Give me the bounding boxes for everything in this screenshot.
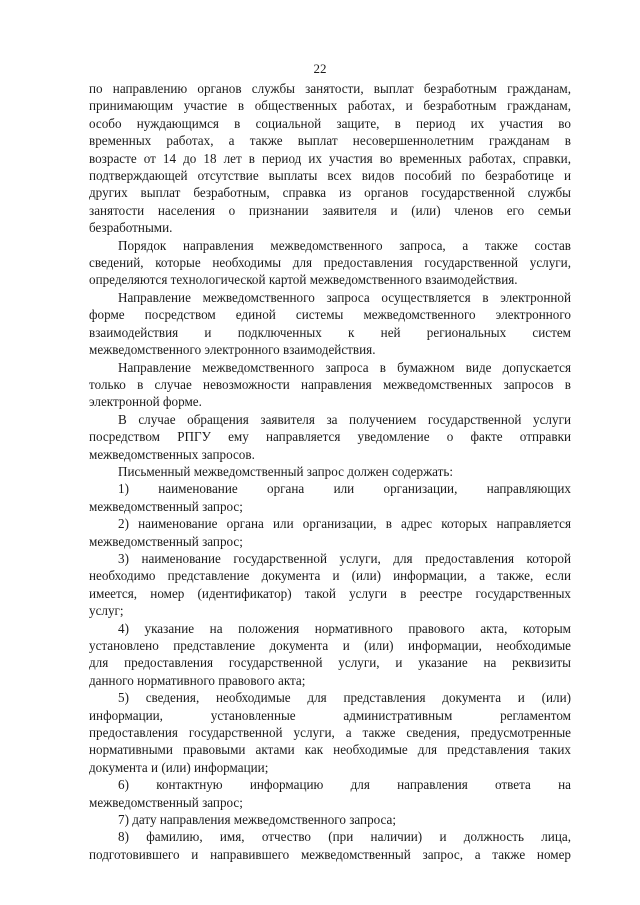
text-line: определяются технологической картой межведомственного взаимодействия. xyxy=(89,272,518,288)
paragraph xyxy=(89,515,571,550)
paragraph xyxy=(89,359,571,411)
paragraph xyxy=(89,237,571,289)
text-line: имеется, номер (идентификатор) такой услуги в реестре государственных xyxy=(89,585,571,601)
text-line: сведений, которые необходимы для предоставления государственной услуги, xyxy=(89,255,571,271)
text-line: 7) дату направления межведомственного запроса; xyxy=(118,812,397,828)
text-line: данного нормативного правового акта; xyxy=(89,672,306,688)
text-line: Письменный межведомственный запрос должен содержать: xyxy=(118,463,454,479)
paragraph xyxy=(89,80,571,237)
text-line: межведомственный запрос; xyxy=(89,794,243,810)
text-line: принимающим участие в общественных работах, и безработным гражданам, xyxy=(89,98,571,114)
text-line: В случае обращения заявителя за получением государственной услуги xyxy=(118,411,571,427)
text-line: предоставления государственной услуги, а также сведения, предусмотренные xyxy=(89,725,571,741)
paragraph xyxy=(89,776,571,811)
text-line: межведомственный запрос; xyxy=(89,498,243,514)
text-line: безработными. xyxy=(89,220,173,236)
text-line: межведомственного электронного взаимодействия. xyxy=(89,342,376,358)
paragraph xyxy=(89,480,571,515)
text-line: установлено представление документа и (или) информации, необходимые xyxy=(89,638,571,653)
text-line: Направление межведомственного запроса осуществляется в электронной xyxy=(118,289,571,305)
text-line: возрасте от 14 до 18 лет в период их участия во временных работах, справки, xyxy=(89,150,571,166)
paragraph xyxy=(89,463,571,480)
text-line: услуг; xyxy=(89,603,124,619)
text-line: 4) указание на положения нормативного правового акта, которым xyxy=(118,620,571,636)
text-line: других выплат безработным, справка из органов государственной службы xyxy=(89,185,571,201)
text-line: временных работах, а также выплат несовершеннолетним гражданам в xyxy=(89,133,571,149)
text-line: 6) контактную информацию для направления ответа на xyxy=(118,777,571,793)
text-line: электронной форме. xyxy=(89,394,202,410)
text-line: по направлению органов службы занятости, выплат безработным гражданам, xyxy=(89,81,571,96)
text-line: только в случае невозможности направления межведомственных запросов в xyxy=(89,376,571,392)
page-number: 22 xyxy=(313,61,327,76)
paragraph xyxy=(89,411,571,463)
text-line: подтверждающей отсутствие выплаты всех видов пособий по безработице и xyxy=(89,168,571,184)
text-line: 8) фамилию, имя, отчество (при наличии) и должность лица, xyxy=(118,829,571,845)
text-line: 2) наименование органа или организации, в адрес которых направляется xyxy=(118,516,571,532)
text-line: посредством РПГУ ему направляется уведомление о факте отправки xyxy=(89,429,571,445)
paragraph xyxy=(89,289,571,359)
text-line: необходимо представление документа и (или) информации, а также, если xyxy=(89,568,571,584)
text-line: занятости населения о признании заявителя и (или) членов его семьи xyxy=(89,202,571,218)
text-line: 5) сведения, необходимые для представления документа и (или) xyxy=(118,690,571,706)
text-line: особо нуждающимся в социальной защите, в период их участия во xyxy=(89,115,571,131)
paragraph xyxy=(89,811,571,828)
paragraph xyxy=(89,620,571,690)
text-line: 3) наименование государственной услуги, для предоставления которой xyxy=(118,550,571,566)
text-line: 1) наименование органа или организации, направляющих xyxy=(118,481,571,497)
text-line: форме посредством единой системы межведомственного электронного xyxy=(89,307,571,323)
text-line: межведомственный запрос; xyxy=(89,533,243,549)
text-line: межведомственных запросов. xyxy=(89,446,255,462)
text-line: информации, установленные административным регламентом xyxy=(89,707,571,723)
text-line: взаимодействия и подключенных к ней региональных систем xyxy=(89,324,571,340)
paragraph xyxy=(89,550,571,620)
paragraph xyxy=(89,828,571,863)
text-line: нормативными правовыми актами как необходимые для представления таких xyxy=(89,742,571,758)
text-line: для предоставления государственной услуги, и указание на реквизиты xyxy=(89,655,571,671)
text-line: Направление межведомственного запроса в бумажном виде допускается xyxy=(118,359,571,375)
text-line: документа и (или) информации; xyxy=(89,759,269,775)
document-body xyxy=(89,80,571,863)
paragraph xyxy=(89,689,571,776)
text-line: Порядок направления межведомственного запроса, а также состав xyxy=(118,237,571,253)
text-line: подготовившего и направившего межведомственный запрос, а также номер xyxy=(89,846,571,862)
